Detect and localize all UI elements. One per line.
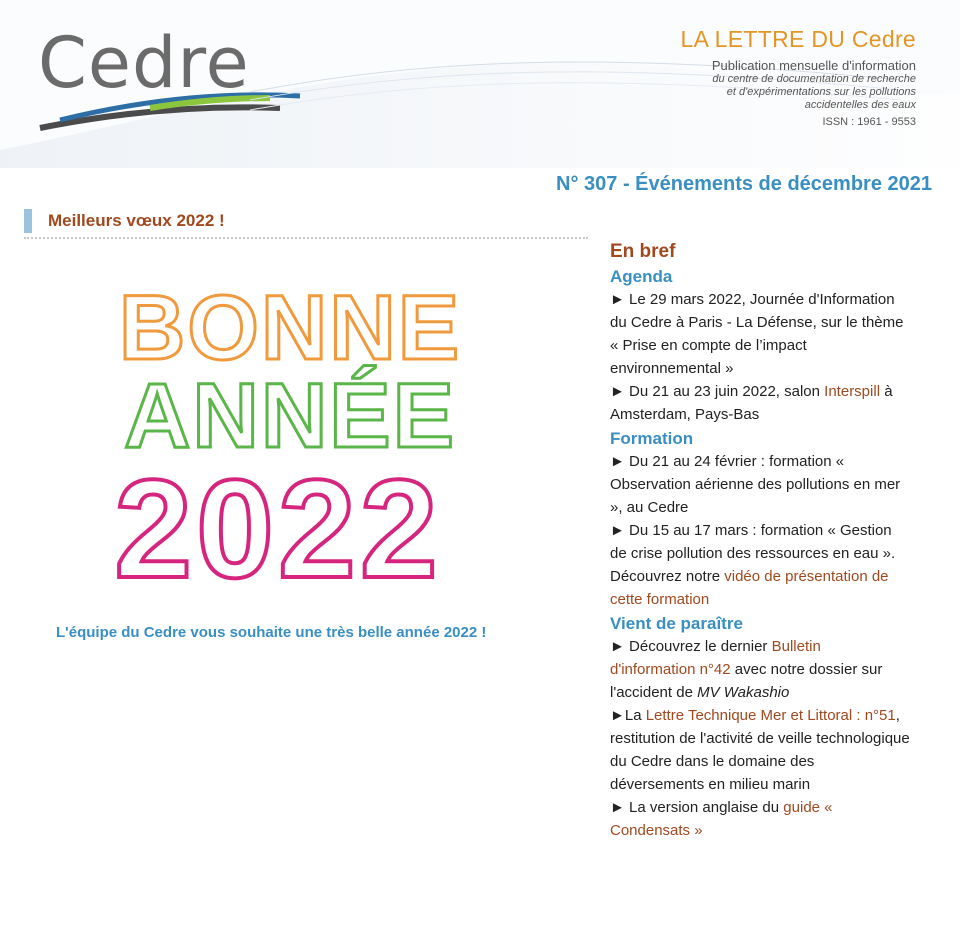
formation-item-observation: ► Du 21 au 24 février : formation « Observation aérienne des pollutions en mer », au Cedre xyxy=(610,453,901,516)
publication-title: LA LETTRE DU Cedre xyxy=(680,26,916,52)
agenda-item2-post: à Amsterdam, Pays-Bas xyxy=(610,383,893,423)
sidebar-title: En bref xyxy=(610,241,676,262)
greeting-caption: L'équipe du Cedre vous souhaite une très belle année 2022 ! xyxy=(56,624,487,641)
paraitre-item-lettre xyxy=(610,704,910,796)
formation-item2-pre: ► Du 15 au 17 mars : formation « Gestion de crise pollution des ressources en eau ». Découvrez notre xyxy=(610,522,896,585)
paraitre-item-guide xyxy=(610,796,910,842)
interspill-link[interactable]: Interspill xyxy=(824,383,881,400)
greeting-line-annee: ANNÉE xyxy=(123,365,457,467)
video-presentation-link[interactable]: vidéo de présentation de cette formation xyxy=(610,568,889,608)
section-header xyxy=(24,207,588,239)
formation-heading: Formation xyxy=(610,429,694,448)
paraitre-item1-mid: avec notre dossier sur l'accident de xyxy=(610,661,883,701)
publication-line-2: du centre de documentation de recherche xyxy=(712,73,916,85)
greeting-line-2022: 2022 xyxy=(114,450,442,595)
issue-title: N° 307 - Événements de décembre 2021 xyxy=(556,173,932,195)
paraitre-item3-pre: ► La version anglaise du xyxy=(610,799,784,816)
section-title: Meilleurs vœux 2022 ! xyxy=(48,211,225,230)
publication-line-4: accidentelles des eaux xyxy=(804,99,916,111)
greeting-line-bonne: BONNE xyxy=(118,277,462,379)
bulletin-link[interactable]: Bulletin d'information n°42 xyxy=(610,638,821,678)
issn-number: ISSN : 1961 - 9553 xyxy=(822,116,916,128)
publication-line-1: Publication mensuelle d'information xyxy=(711,58,916,73)
section-accent-bar xyxy=(24,209,32,233)
cedre-logo: Cedre xyxy=(38,22,250,104)
paraitre-item-bulletin xyxy=(610,635,910,704)
formation-item-gestion xyxy=(610,519,910,611)
agenda-heading: Agenda xyxy=(610,267,673,286)
lettre-technique-link[interactable]: Lettre Technique Mer et Littoral : n°51 xyxy=(645,707,896,724)
vient-de-paraitre-heading: Vient de paraître xyxy=(610,614,743,633)
wakashio-name: MV Wakashio xyxy=(697,684,790,701)
newsletter-header xyxy=(0,0,960,168)
en-bref-sidebar xyxy=(610,240,910,842)
agenda-item2-pre: ► Du 21 au 23 juin 2022, salon xyxy=(610,383,825,400)
paraitre-item2-pre: ►La xyxy=(610,707,646,724)
bonne-annee-2022-image xyxy=(80,275,500,595)
paraitre-item1-pre: ► Découvrez le dernier xyxy=(610,638,772,655)
publication-line-3: et d'expérimentations sur les pollutions xyxy=(726,86,916,98)
agenda-item-journee: ► Le 29 mars 2022, Journée d'Information du Cedre à Paris - La Défense, sur le thème « Prise en compte de l’impact environnemental » xyxy=(610,291,904,377)
publication-info xyxy=(712,58,916,130)
agenda-item-interspill xyxy=(610,380,910,426)
paraitre-item2-post: , restitution de l'activité de veille technologique du Cedre dans le domaine des déversements en milieu marin xyxy=(610,707,910,793)
guide-condensats-link[interactable]: guide « Condensats » xyxy=(610,799,833,839)
